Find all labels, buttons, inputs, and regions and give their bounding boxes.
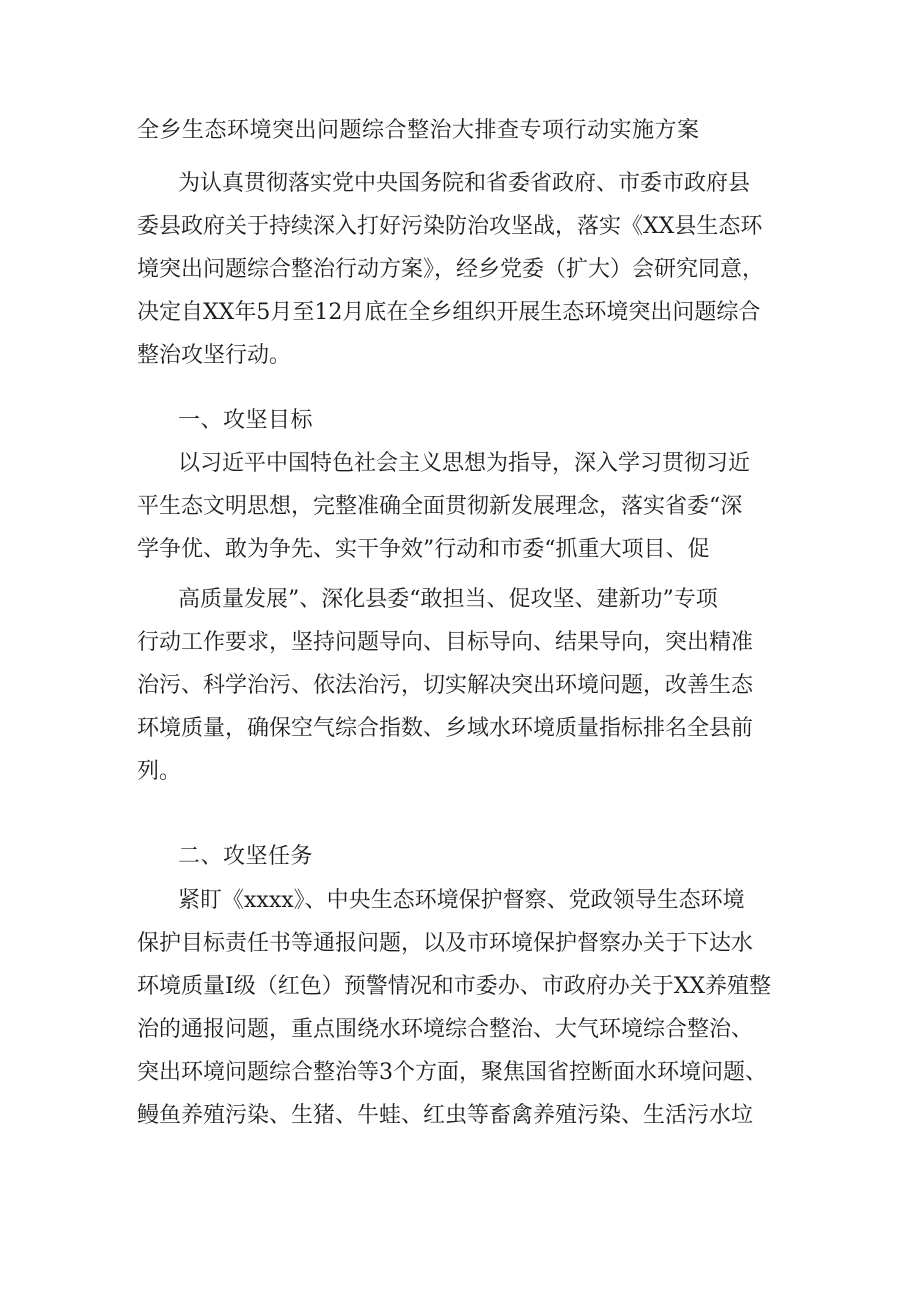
paragraph-line: 行动工作要求，坚持问题导向、目标导向、结果导向，突出精准 (137, 630, 754, 655)
document-title: 全乡生态环境突出问题综合整治大排查专项行动实施方案 (137, 118, 700, 143)
paragraph-line: 紧盯《xxxx》、中央生态环境保护督察、党政领导生态环境 (178, 888, 745, 913)
paragraph-line: 治的通报问题，重点围绕水环境综合整治、大气环境综合整治、 (137, 1017, 754, 1042)
paragraph-line: 整治攻坚行动。 (137, 343, 292, 368)
paragraph-line: 为认真贯彻落实党中央国务院和省委省政府、市委市政府县 (178, 171, 751, 196)
paragraph-line: 突出环境问题综合整治等3个方面，聚焦国省控断面水环境问题、 (137, 1060, 767, 1085)
paragraph-line: 高质量发展”、深化县委“敢担当、促攻坚、建新功”专项 (178, 587, 718, 612)
section-heading-tasks: 二、攻坚任务 (178, 844, 314, 869)
paragraph-line: 列。 (137, 759, 182, 784)
paragraph-line: 环境质量I级（红色）预警情况和市委办、市政府办关于XX养殖整 (137, 974, 772, 999)
paragraph-line: 境突出问题综合整治行动方案》，经乡党委（扩大）会研究同意， (137, 257, 765, 282)
paragraph-line: 以习近平中国特色社会主义思想为指导，深入学习贯彻习近 (178, 451, 751, 476)
paragraph-line: 决定自XX年5月至12月底在全乡组织开展生态环境突出问题综合 (137, 300, 761, 325)
paragraph-line: 环境质量，确保空气综合指数、乡域水环境质量指标排名全县前 (137, 716, 754, 741)
paragraph-line: 治污、科学治污、依法治污，切实解决突出环境问题，改善生态 (137, 673, 754, 698)
paragraph-line: 学争优、敢为争先、实干争效”行动和市委“抓重大项目、促 (137, 537, 710, 562)
paragraph-line: 鳗鱼养殖污染、生猪、牛蛙、红虫等畜禽养殖污染、生活污水垃 (137, 1103, 754, 1128)
paragraph-line: 委县政府关于持续深入打好污染防治攻坚战，落实《XX县生态环 (137, 214, 763, 239)
paragraph-line: 平生态文明思想，完整准确全面贯彻新发展理念，落实省委“深 (137, 494, 743, 519)
paragraph-line: 保护目标责任书等通报问题，以及市环境保护督察办关于下达水 (137, 931, 754, 956)
section-heading-goals: 一、攻坚目标 (178, 408, 314, 433)
